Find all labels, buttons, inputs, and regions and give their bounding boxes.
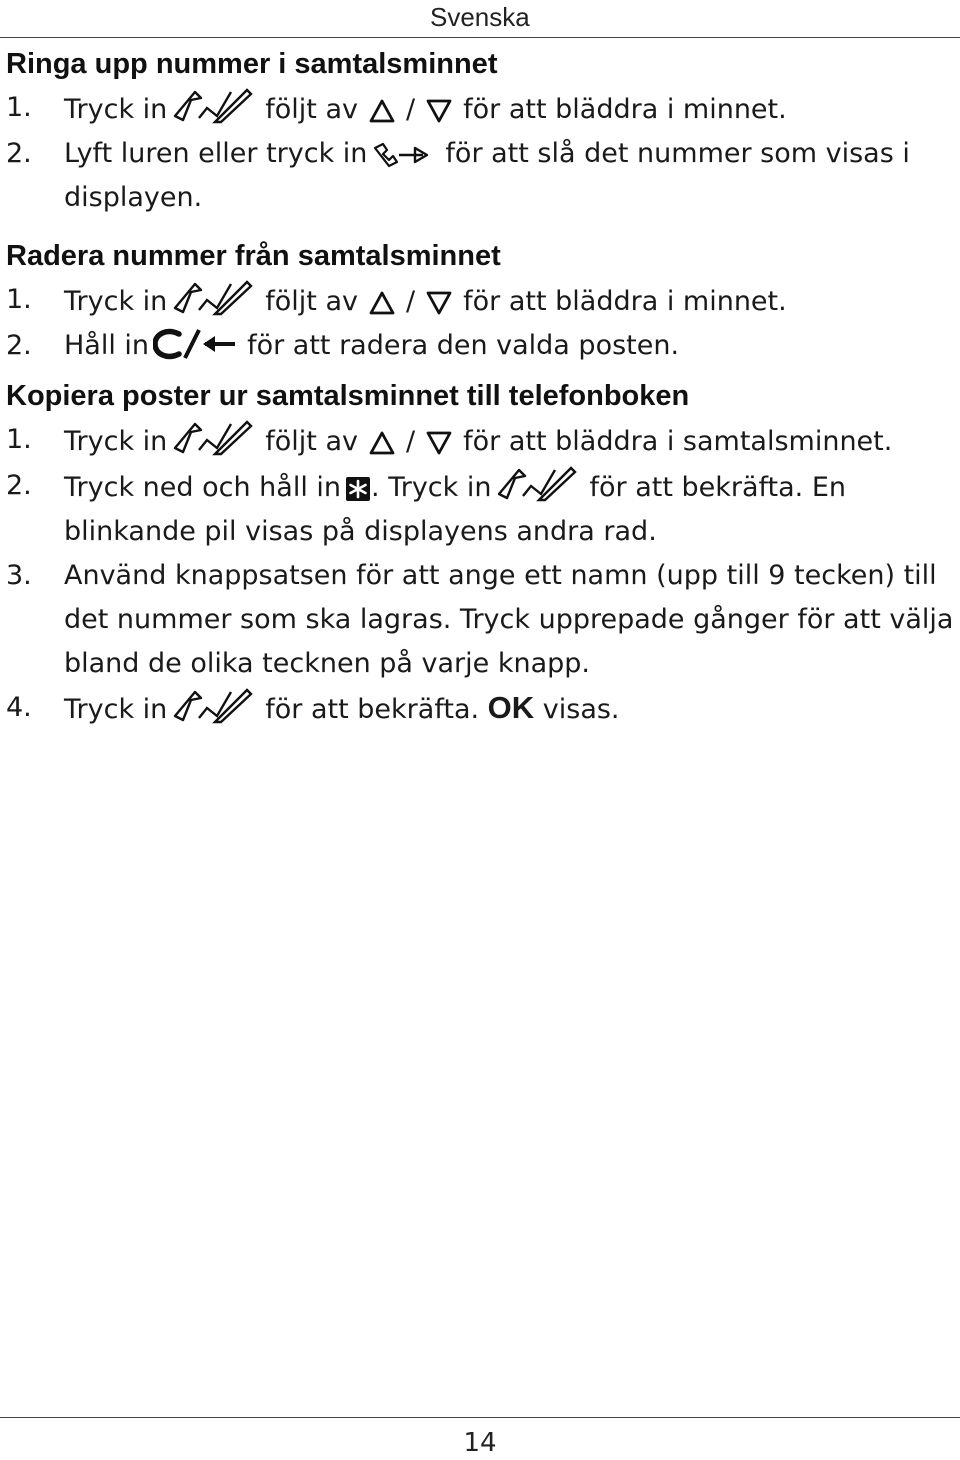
menu-ok-key-icon xyxy=(495,464,579,502)
step-text: följt av xyxy=(265,426,359,457)
step-text: Tryck ned och håll in xyxy=(64,472,342,503)
down-arrow-icon xyxy=(425,98,453,124)
step-text: för att bekräfta. En blinkande pil visas på displayens andra rad. xyxy=(64,472,847,547)
separator-slash: / xyxy=(406,94,416,125)
list-item xyxy=(6,324,956,368)
list-item xyxy=(6,554,956,686)
step-text: följt av xyxy=(265,94,359,125)
step-text: visas. xyxy=(542,694,620,725)
step-text: Använd knappsatsen för att ange ett namn (upp till 9 tecken) till det nummer som ska lagras. Tryck upprepade gånger för att välja bland de olika tecknen på varje knapp. xyxy=(64,560,954,679)
header-divider xyxy=(0,37,960,38)
page-number: 14 xyxy=(463,1428,497,1458)
step-text: för att bläddra i minnet. xyxy=(463,94,787,125)
step-text: för att slå det nummer som visas i displayen. xyxy=(64,138,910,213)
up-arrow-icon xyxy=(368,430,396,456)
menu-ok-key-icon xyxy=(171,418,255,456)
header-language: Svenska xyxy=(430,2,530,32)
step-text: Håll in xyxy=(64,330,150,361)
manual-content xyxy=(6,42,956,732)
star-key-icon xyxy=(345,476,371,502)
step-number: 2. xyxy=(6,330,32,361)
footer-divider xyxy=(0,1417,960,1418)
step-number: 1. xyxy=(6,284,32,315)
clear-back-key-icon xyxy=(153,328,239,360)
list-item xyxy=(6,464,956,554)
step-number: 2. xyxy=(6,470,32,501)
list-item xyxy=(6,278,956,324)
list-item xyxy=(6,686,956,732)
step-text: för att radera den valda posten. xyxy=(247,330,680,361)
step-text: för att bläddra i minnet. xyxy=(463,286,787,317)
menu-ok-key-icon xyxy=(171,278,255,316)
step-number: 1. xyxy=(6,92,32,123)
down-arrow-icon xyxy=(425,430,453,456)
step-text: Tryck in xyxy=(64,286,168,317)
menu-ok-key-icon xyxy=(171,686,255,724)
step-text: följt av xyxy=(265,286,359,317)
step-number: 3. xyxy=(6,560,32,591)
step-text: Lyft luren eller tryck in xyxy=(64,138,368,169)
step-text: Tryck in xyxy=(64,94,168,125)
separator-slash: / xyxy=(406,426,416,457)
down-arrow-icon xyxy=(425,290,453,316)
step-text: Tryck in xyxy=(64,426,168,457)
list-item xyxy=(6,132,956,220)
display-ok-label: OK xyxy=(487,690,535,725)
up-arrow-icon xyxy=(368,98,396,124)
up-arrow-icon xyxy=(368,290,396,316)
section-heading-copy-to-phonebook: Kopiera poster ur samtalsminnet till telefonboken xyxy=(6,380,690,412)
step-number: 4. xyxy=(6,692,32,723)
step-text: för att bekräfta. xyxy=(265,694,480,725)
menu-ok-key-icon xyxy=(171,86,255,124)
step-text: för att bläddra i samtalsminnet. xyxy=(463,426,893,457)
step-text: . Tryck in xyxy=(371,472,492,503)
section-heading-delete-from-memory: Radera nummer från samtalsminnet xyxy=(6,240,501,272)
step-number: 1. xyxy=(6,424,32,455)
list-item xyxy=(6,86,956,132)
step-number: 2. xyxy=(6,138,32,169)
call-key-icon xyxy=(373,142,431,168)
separator-slash: / xyxy=(406,286,416,317)
step-text: Tryck in xyxy=(64,694,168,725)
list-item xyxy=(6,418,956,464)
section-heading-dial-from-memory: Ringa upp nummer i samtalsminnet xyxy=(6,48,498,80)
